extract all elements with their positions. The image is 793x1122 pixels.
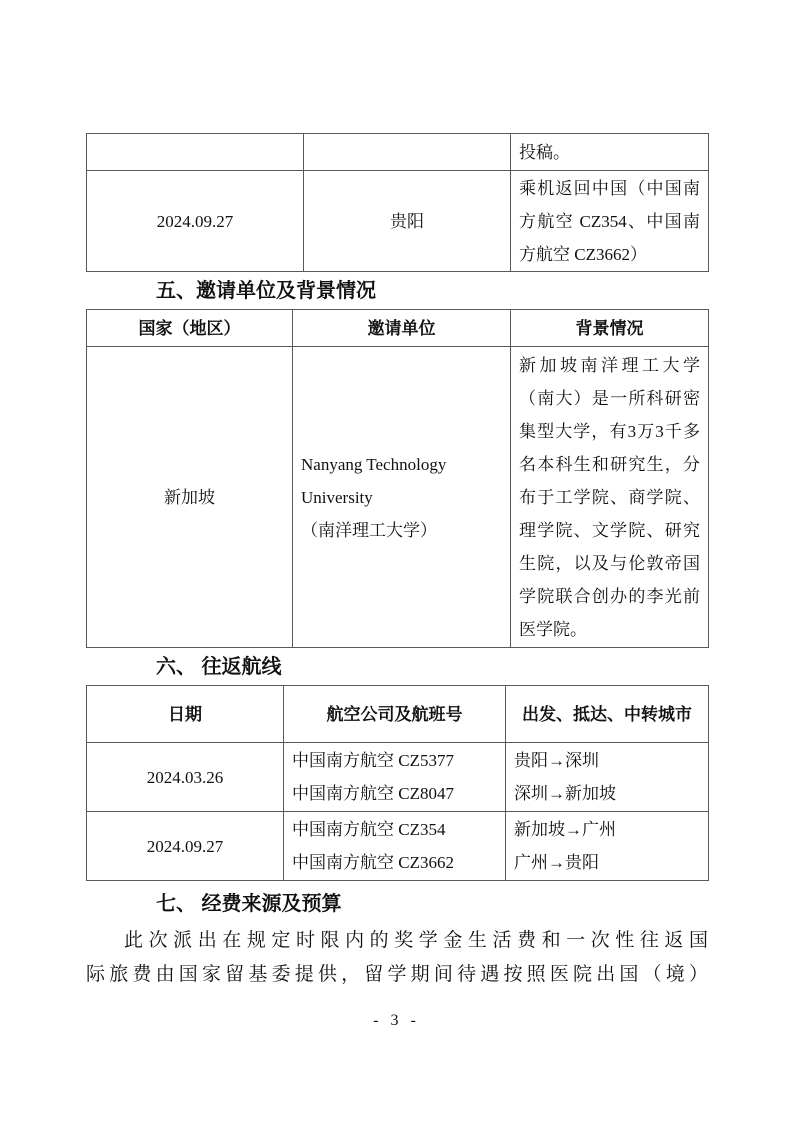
cell-activity-detail: 投稿。 bbox=[511, 134, 709, 171]
flight-line2: 中国南方航空 CZ8047 bbox=[292, 784, 454, 803]
cell-country: 新加坡 bbox=[87, 347, 293, 648]
header-country: 国家（地区） bbox=[87, 310, 293, 347]
route-line2: 广州→贵阳 bbox=[514, 853, 599, 872]
cell-inviting-org bbox=[293, 347, 511, 648]
paragraph-line2: 际旅费由国家留基委提供，留学期间待遇按照医院出国（境） bbox=[86, 964, 708, 985]
cell-date-empty bbox=[87, 134, 304, 171]
flight-line1: 中国南方航空 CZ354 bbox=[292, 820, 446, 839]
funding-paragraph bbox=[86, 924, 708, 992]
route-line2: 深圳→新加坡 bbox=[514, 784, 616, 803]
org-name-line3: （南洋理工大学） bbox=[301, 520, 437, 540]
flights-table bbox=[86, 685, 709, 881]
table-row bbox=[87, 743, 709, 812]
route-line1: 新加坡→广州 bbox=[514, 820, 616, 839]
table-row bbox=[87, 812, 709, 881]
route-line1: 贵阳→深圳 bbox=[514, 751, 599, 770]
section5-heading: 五、邀请单位及背景情况 bbox=[156, 280, 376, 302]
section7-heading: 七、 经费来源及预算 bbox=[156, 893, 342, 915]
table-header-row bbox=[87, 686, 709, 743]
cell-date: 2024.09.27 bbox=[87, 171, 304, 272]
header-date: 日期 bbox=[87, 686, 284, 743]
table-row bbox=[87, 134, 709, 171]
header-flight: 航空公司及航班号 bbox=[284, 686, 506, 743]
section6-heading: 六、 往返航线 bbox=[156, 656, 282, 678]
paragraph-line1: 此次派出在规定时限内的奖学金生活费和一次性往返国 bbox=[124, 930, 708, 951]
org-name-line1: Nanyang Technology bbox=[301, 454, 447, 474]
cell-date: 2024.09.27 bbox=[87, 812, 284, 881]
cell-background-info: 新加坡南洋理工大学（南大）是一所科研密集型大学，有3万3千多名本科生和研究生，分布于工学院、商学院、理学院、文学院、研究生院，以及与伦敦帝国学院联合创办的李光前医学院。 bbox=[511, 347, 709, 648]
cell-flights bbox=[284, 812, 506, 881]
org-name-line2: University bbox=[301, 487, 373, 507]
header-background: 背景情况 bbox=[511, 310, 709, 347]
cell-activity-detail: 乘机返回中国（中国南方航空 CZ354、中国南方航空 CZ3662） bbox=[511, 171, 709, 272]
cell-date: 2024.03.26 bbox=[87, 743, 284, 812]
itinerary-table-continued bbox=[86, 133, 709, 272]
cell-routes bbox=[506, 743, 709, 812]
table-row bbox=[87, 347, 709, 648]
inviting-org-table bbox=[86, 309, 709, 648]
header-inviting-org: 邀请单位 bbox=[293, 310, 511, 347]
cell-city: 贵阳 bbox=[304, 171, 511, 272]
table-row bbox=[87, 171, 709, 272]
cell-city-empty bbox=[304, 134, 511, 171]
page-number: - 3 - bbox=[373, 1012, 420, 1029]
page-content bbox=[86, 0, 708, 992]
flight-line1: 中国南方航空 CZ5377 bbox=[292, 751, 454, 770]
table-header-row bbox=[87, 310, 709, 347]
cell-flights bbox=[284, 743, 506, 812]
flight-line2: 中国南方航空 CZ3662 bbox=[292, 853, 454, 872]
header-route: 出发、抵达、中转城市 bbox=[506, 686, 709, 743]
cell-routes bbox=[506, 812, 709, 881]
